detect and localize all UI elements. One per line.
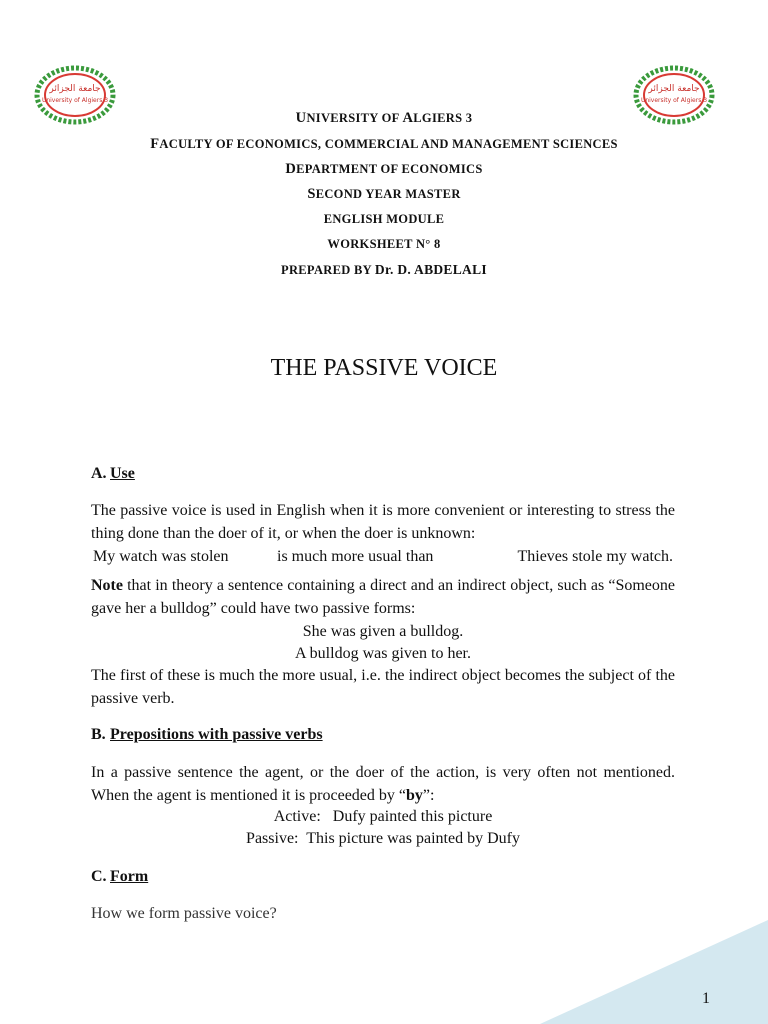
section-a-paragraph-3: The first of these is much the more usual, i.e. the indirect object becomes the subject of the passive verb. [91, 667, 675, 707]
page-title: THE PASSIVE VOICE [270, 355, 498, 381]
header-prepared-by: PREPARED BY Dr. D. ABDELALI [281, 262, 487, 277]
section-c-heading: C. Form [91, 868, 149, 885]
logo-arabic-text: جامعة الجزائر [648, 84, 700, 94]
page-number: 1 [702, 990, 710, 1007]
section-a-paragraph-1: The passive voice is used in English when it is more convenient or interesting to stress the thing done than the doer of it, or when the doer is unknown: [91, 502, 675, 542]
section-b-heading: B. Prepositions with passive verbs [91, 726, 323, 743]
header-department: DEPARTMENT OF ECONOMICS [285, 161, 483, 177]
corner-decoration [540, 920, 768, 1024]
section-b-paragraph: In a passive sentence the agent, or the doer of the action, is very often not mentioned. When the agent is mentioned it is proceeded by “by”: [91, 764, 675, 804]
header-year: SECOND YEAR MASTER [307, 186, 461, 202]
passive-form-2: A bulldog was given to her. [295, 645, 471, 662]
section-c-question: How we form passive voice? [91, 905, 277, 922]
example-active: Thieves stole my watch. [517, 548, 673, 565]
header-worksheet: WORKSHEET N° 8 [327, 237, 441, 251]
section-a-heading: A. Use [91, 465, 135, 482]
example-connector: is much more usual than [277, 548, 434, 565]
header-faculty: FACULTY OF ECONOMICS, COMMERCIAL AND MANAGEMENT SCIENCES [150, 136, 618, 152]
section-a-note: Note that in theory a sentence containing a direct and an indirect object, such as “Someone gave her a bulldog” could have two passive forms: [91, 577, 675, 617]
logo-latin-text: University of Algiers 3 [640, 97, 708, 104]
passive-form-1: She was given a bulldog. [302, 623, 464, 640]
active-example: Active: Dufy painted this picture [273, 808, 493, 825]
header-university: UNIVERSITY OF ALGIERS 3 [295, 110, 473, 126]
header-module: ENGLISH MODULE [323, 212, 445, 226]
logo-latin-text: University of Algiers 3 [41, 97, 109, 104]
example-passive: My watch was stolen [93, 548, 229, 565]
passive-example: Passive: This picture was painted by Dufy [246, 830, 520, 847]
logo-arabic-text: جامعة الجزائر [49, 84, 101, 94]
